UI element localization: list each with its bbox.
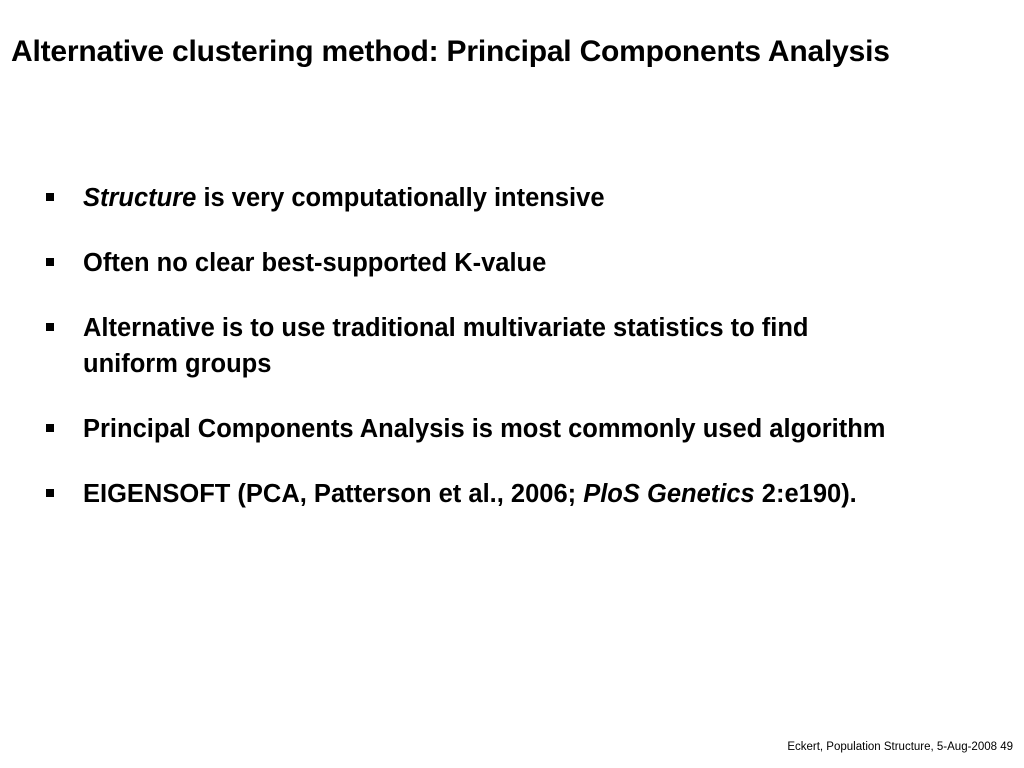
bullet-emphasis: Structure (83, 184, 197, 212)
bullet-text: EIGENSOFT (PCA, Patterson et al., 2006; (83, 480, 584, 508)
bullet-list (44, 180, 904, 541)
slide-title: Alternative clustering method: Principal Components Analysis (11, 35, 890, 68)
bullet-item (44, 180, 904, 216)
bullet-item (44, 245, 904, 281)
bullet-text: is very computationally intensive (196, 184, 605, 212)
square-bullet-icon (46, 258, 54, 266)
square-bullet-icon (46, 193, 54, 201)
bullet-item (44, 476, 904, 512)
bullet-text-tail: 2:e190). (754, 480, 857, 508)
square-bullet-icon (46, 323, 54, 331)
bullet-item (44, 310, 904, 382)
square-bullet-icon (46, 424, 54, 432)
slide-footer: Eckert, Population Structure, 5-Aug-2008 49 (787, 741, 1013, 753)
bullet-item (44, 411, 904, 447)
bullet-text: Principal Components Analysis is most commonly used algorithm (83, 415, 886, 443)
bullet-text: Often no clear best-supported K-value (83, 249, 547, 277)
bullet-text: Alternative is to use traditional multivariate statistics to find uniform groups (83, 314, 809, 378)
square-bullet-icon (46, 489, 54, 497)
journal-name: PloS Genetics (583, 480, 755, 508)
